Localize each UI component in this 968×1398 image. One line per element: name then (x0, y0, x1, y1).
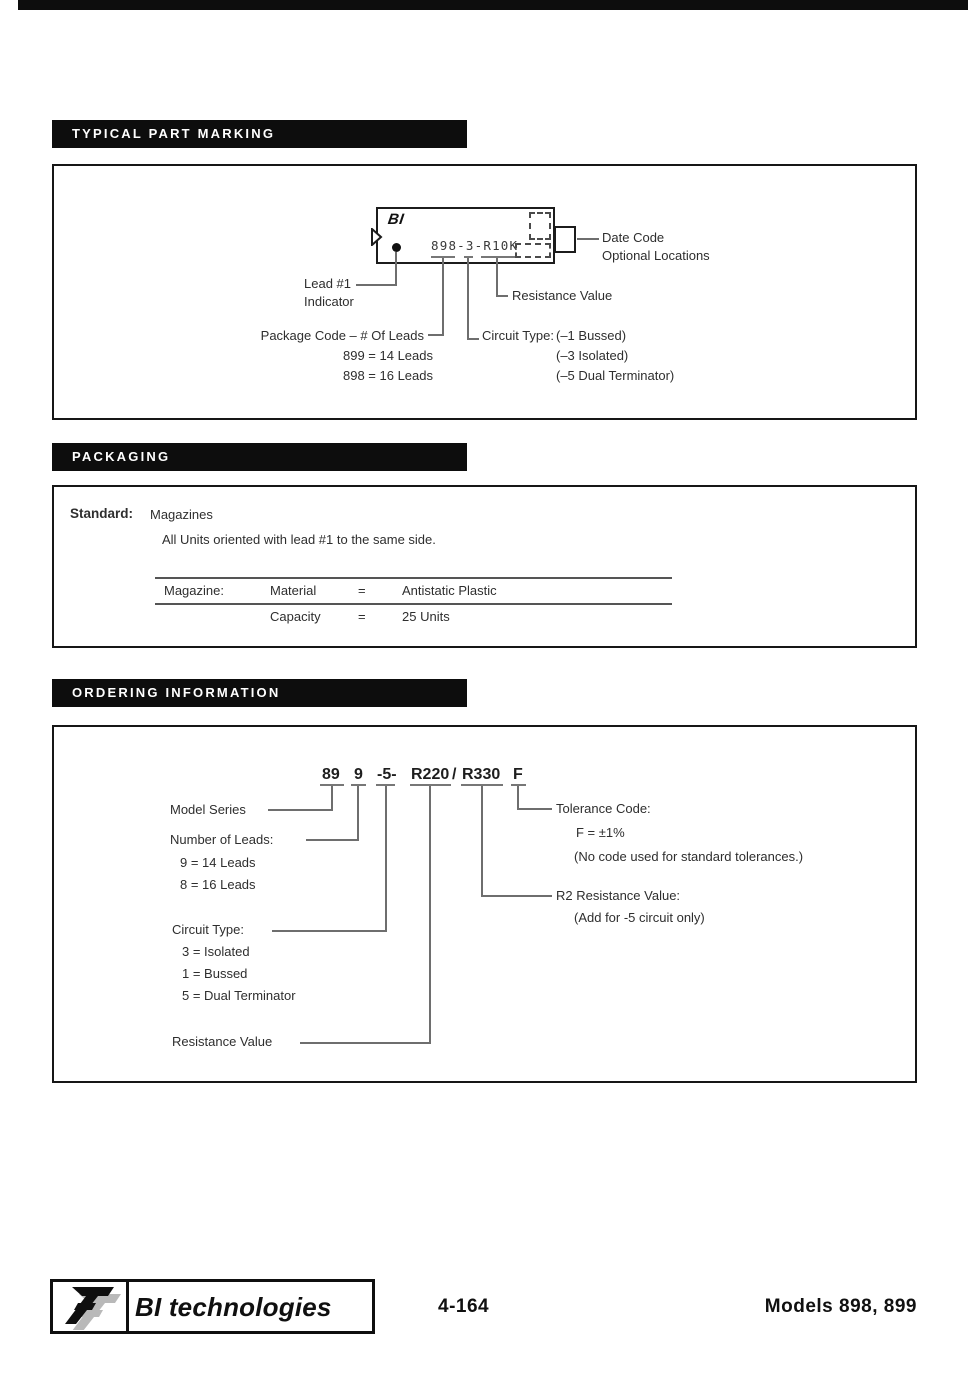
label-tolerance-value: F = ±1% (576, 825, 625, 840)
packaging-standard-label: Standard: (70, 506, 134, 521)
chip-marking-text: 898-3-R10K (431, 238, 519, 253)
part-number-separator: / (452, 766, 457, 783)
label-ordering-circuit-item: 3 = Isolated (182, 944, 250, 959)
label-circuit-item: (–5 Dual Terminator) (556, 368, 675, 383)
label-ordering-circuit-item: 1 = Bussed (182, 966, 248, 981)
section-header-part-marking (52, 120, 467, 148)
footer-models: Models 898, 899 (764, 1296, 917, 1317)
callout-line-resistance-v (429, 786, 431, 1044)
label-tolerance-note: (No code used for standard tolerances.) (574, 849, 804, 864)
part-number-segment: 89 (322, 766, 340, 783)
label-leads-item: 9 = 14 Leads (180, 855, 256, 870)
section-title: PACKAGING (72, 449, 171, 464)
callout-line-model-h (268, 809, 333, 811)
section-header-packaging (52, 443, 467, 471)
section-title: ORDERING INFORMATION (72, 685, 281, 700)
leader-line-date-code (577, 238, 599, 240)
packaging-row-value: 25 Units (402, 609, 450, 624)
part-number-segment: 9 (354, 766, 363, 783)
leader-line-package-v (442, 258, 444, 336)
callout-line-resistance-h (300, 1042, 431, 1044)
part-number-segment: -5- (377, 766, 397, 783)
section-title: TYPICAL PART MARKING (72, 126, 276, 141)
packaging-row-value: Antistatic Plastic (402, 583, 497, 598)
packaging-row-name: Material (270, 583, 317, 598)
label-circuit-item: (–3 Isolated) (556, 348, 629, 363)
leader-line-circuit-h (467, 338, 479, 340)
callout-line-circuit-v (385, 786, 387, 932)
label-package-code: Package Code – # Of Leads (260, 328, 424, 343)
section-header-ordering (52, 679, 467, 707)
packaging-row-eq: = (358, 609, 366, 624)
label-r2-resistance: R2 Resistance Value: (556, 888, 681, 903)
footer-logo-divider (126, 1282, 129, 1331)
label-leads-item: 8 = 16 Leads (180, 877, 256, 892)
leader-line-circuit-v (467, 258, 469, 340)
footer-brand-text: BI technologies (135, 1292, 332, 1322)
label-ordering-circuit-item: 5 = Dual Terminator (182, 988, 296, 1003)
callout-line-tolerance-v (517, 786, 519, 810)
date-code-location-top (529, 212, 551, 240)
label-resistance-value: Resistance Value (512, 288, 613, 303)
packaging-standard-value: Magazines (150, 507, 213, 522)
date-code-location-bottom (515, 243, 551, 258)
callout-line-r2-v (481, 786, 483, 897)
label-model-series: Model Series (170, 802, 246, 817)
packaging-magazine-label: Magazine: (164, 583, 224, 598)
leader-line-resistance-h (496, 295, 508, 297)
page-top-strip (18, 0, 968, 10)
footer-logo-box (50, 1279, 375, 1334)
label-date-code-2: Optional Locations (602, 248, 710, 263)
leader-line-lead1-v (395, 252, 397, 286)
leader-line-package-h (428, 334, 444, 336)
callout-line-leads-h (306, 839, 359, 841)
callout-line-leads-v (357, 786, 359, 841)
label-tolerance-code: Tolerance Code: (556, 801, 651, 816)
leader-line-resistance-v (496, 258, 498, 297)
callout-line-circuit-h (272, 930, 387, 932)
label-ordering-resistance: Resistance Value (172, 1034, 273, 1049)
footer-page-number: 4-164 (438, 1296, 490, 1317)
label-date-code: Date Code (602, 230, 665, 245)
packaging-table-rule-mid (155, 603, 672, 605)
leader-line-lead1-h (356, 284, 397, 286)
label-ordering-circuit-type: Circuit Type: (172, 922, 245, 937)
bi-logo-glyph-icon (56, 1284, 124, 1330)
packaging-table-rule-top (155, 577, 672, 579)
lead1-indicator-dot (392, 243, 401, 252)
packaging-row-eq: = (358, 583, 366, 598)
chip-side-tab (554, 226, 576, 253)
label-package-item: 898 = 16 Leads (343, 368, 433, 383)
callout-line-r2-h (481, 895, 552, 897)
label-lead1-2: Indicator (304, 294, 354, 309)
part-marking-box (52, 164, 917, 420)
packaging-orientation-note: All Units oriented with lead #1 to the same side. (162, 532, 436, 547)
packaging-row-name: Capacity (270, 609, 321, 624)
label-package-item: 899 = 14 Leads (343, 348, 433, 363)
part-number-segment: R330 (462, 766, 501, 783)
label-circuit-type: Circuit Type: (482, 328, 555, 343)
label-lead1: Lead #1 (304, 276, 351, 291)
marking-underline-resistance (481, 256, 515, 258)
callout-line-model-v (331, 786, 333, 811)
label-number-of-leads: Number of Leads: (170, 832, 274, 847)
chip-brand-logo: BI (386, 211, 406, 228)
part-number-segment: F (513, 766, 523, 783)
chip-notch (371, 228, 383, 246)
part-number-segment: R220 (411, 766, 450, 783)
callout-line-tolerance-h (517, 808, 552, 810)
label-r2-note: (Add for -5 circuit only) (574, 910, 705, 925)
label-circuit-item: (–1 Bussed) (556, 328, 627, 343)
